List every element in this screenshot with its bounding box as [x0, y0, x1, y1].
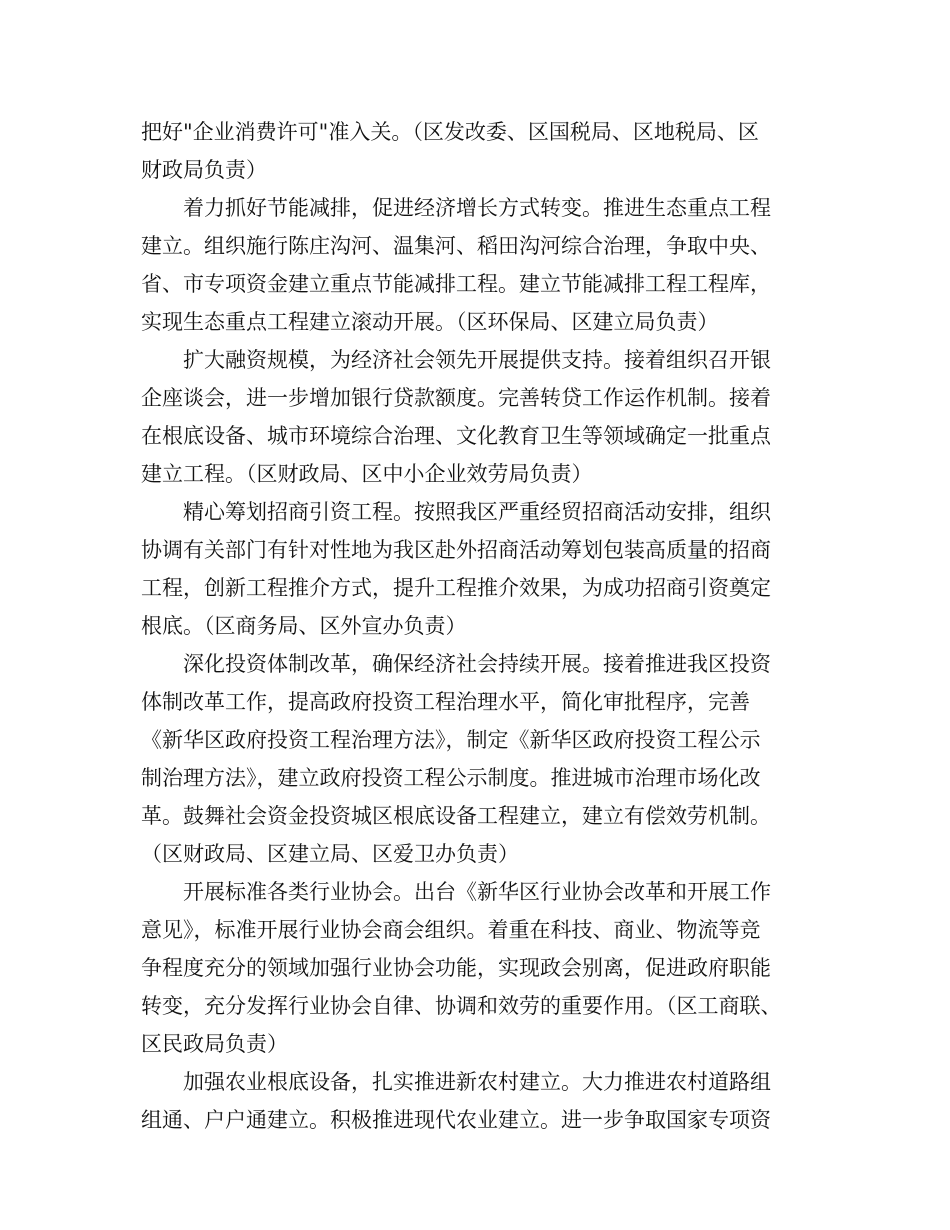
text-line: 革。鼓舞社会资金投资城区根底设备工程建立，建立有偿效劳机制。 — [141, 804, 771, 828]
text-line: 工程，创新工程推介方式，提升工程推介效果，为成功招商引资奠定 — [141, 576, 771, 600]
text-line: 在根底设备、城市环境综合治理、文化教育卫生等领域确定一批重点 — [141, 424, 771, 448]
text-line: 《新华区政府投资工程治理方法》，制定《新华区政府投资工程公示 — [141, 728, 761, 752]
paragraph-first-line: 精心筹划招商引资工程。按照我区严重经贸招商活动安排，组织 — [183, 500, 771, 524]
text-line: 组通、户户通建立。积极推进现代农业建立。进一步争取国家专项资 — [141, 1108, 771, 1132]
text-line: 省、市专项资金建立重点节能减排工程。建立节能减排工程工程库， — [141, 272, 771, 296]
paragraph-first-line: 着力抓好节能减排，促进经济增长方式转变。推进生态重点工程 — [183, 196, 771, 220]
text-line: 体制改革工作，提高政府投资工程治理水平，简化审批程序，完善 — [141, 690, 750, 714]
text-line: 实现生态重点工程建立滚动开展。（区环保局、区建立局负责） — [141, 310, 719, 334]
text-line: 协调有关部门有针对性地为我区赴外招商活动筹划包装高质量的招商 — [141, 538, 771, 562]
paragraph-first-line: 深化投资体制改革，确保经济社会持续开展。接着推进我区投资 — [183, 652, 771, 676]
text-line: 转变，充分发挥行业协会自律、协调和效劳的重要作用。（区工商联、 — [141, 994, 782, 1018]
text-line: 财政局负责） — [141, 158, 267, 182]
paragraph-first-line: 开展标准各类行业协会。出台《新华区行业协会改革和开展工作 — [183, 880, 771, 904]
paragraph-first-line: 加强农业根底设备，扎实推进新农村建立。大力推进农村道路组 — [183, 1070, 771, 1094]
text-line: 根底。（区商务局、区外宣办负责） — [141, 614, 467, 638]
text-line: （区财政局、区建立局、区爱卫办负责） — [141, 842, 519, 866]
document-body — [141, 113, 821, 1139]
text-line: 把好"企业消费许可"准入关。（区发改委、区国税局、区地税局、区 — [141, 120, 759, 144]
text-line: 建立工程。（区财政局、区中小企业效劳局负责） — [141, 462, 593, 486]
text-line: 意见》，标准开展行业协会商会组织。着重在科技、商业、物流等竞 — [141, 918, 761, 942]
text-line: 制治理方法》，建立政府投资工程公示制度。推进城市治理市场化改 — [141, 766, 761, 790]
text-line: 争程度充分的领域加强行业协会功能，实现政会别离，促进政府职能 — [141, 956, 771, 980]
paragraph-first-line: 扩大融资规模，为经济社会领先开展提供支持。接着组织召开银 — [183, 348, 771, 372]
text-line: 企座谈会，进一步增加银行贷款额度。完善转贷工作运作机制。接着 — [141, 386, 771, 410]
text-line: 建立。组织施行陈庄沟河、温集河、稻田沟河综合治理，争取中央、 — [141, 234, 771, 258]
text-line: 区民政局负责） — [141, 1032, 288, 1056]
